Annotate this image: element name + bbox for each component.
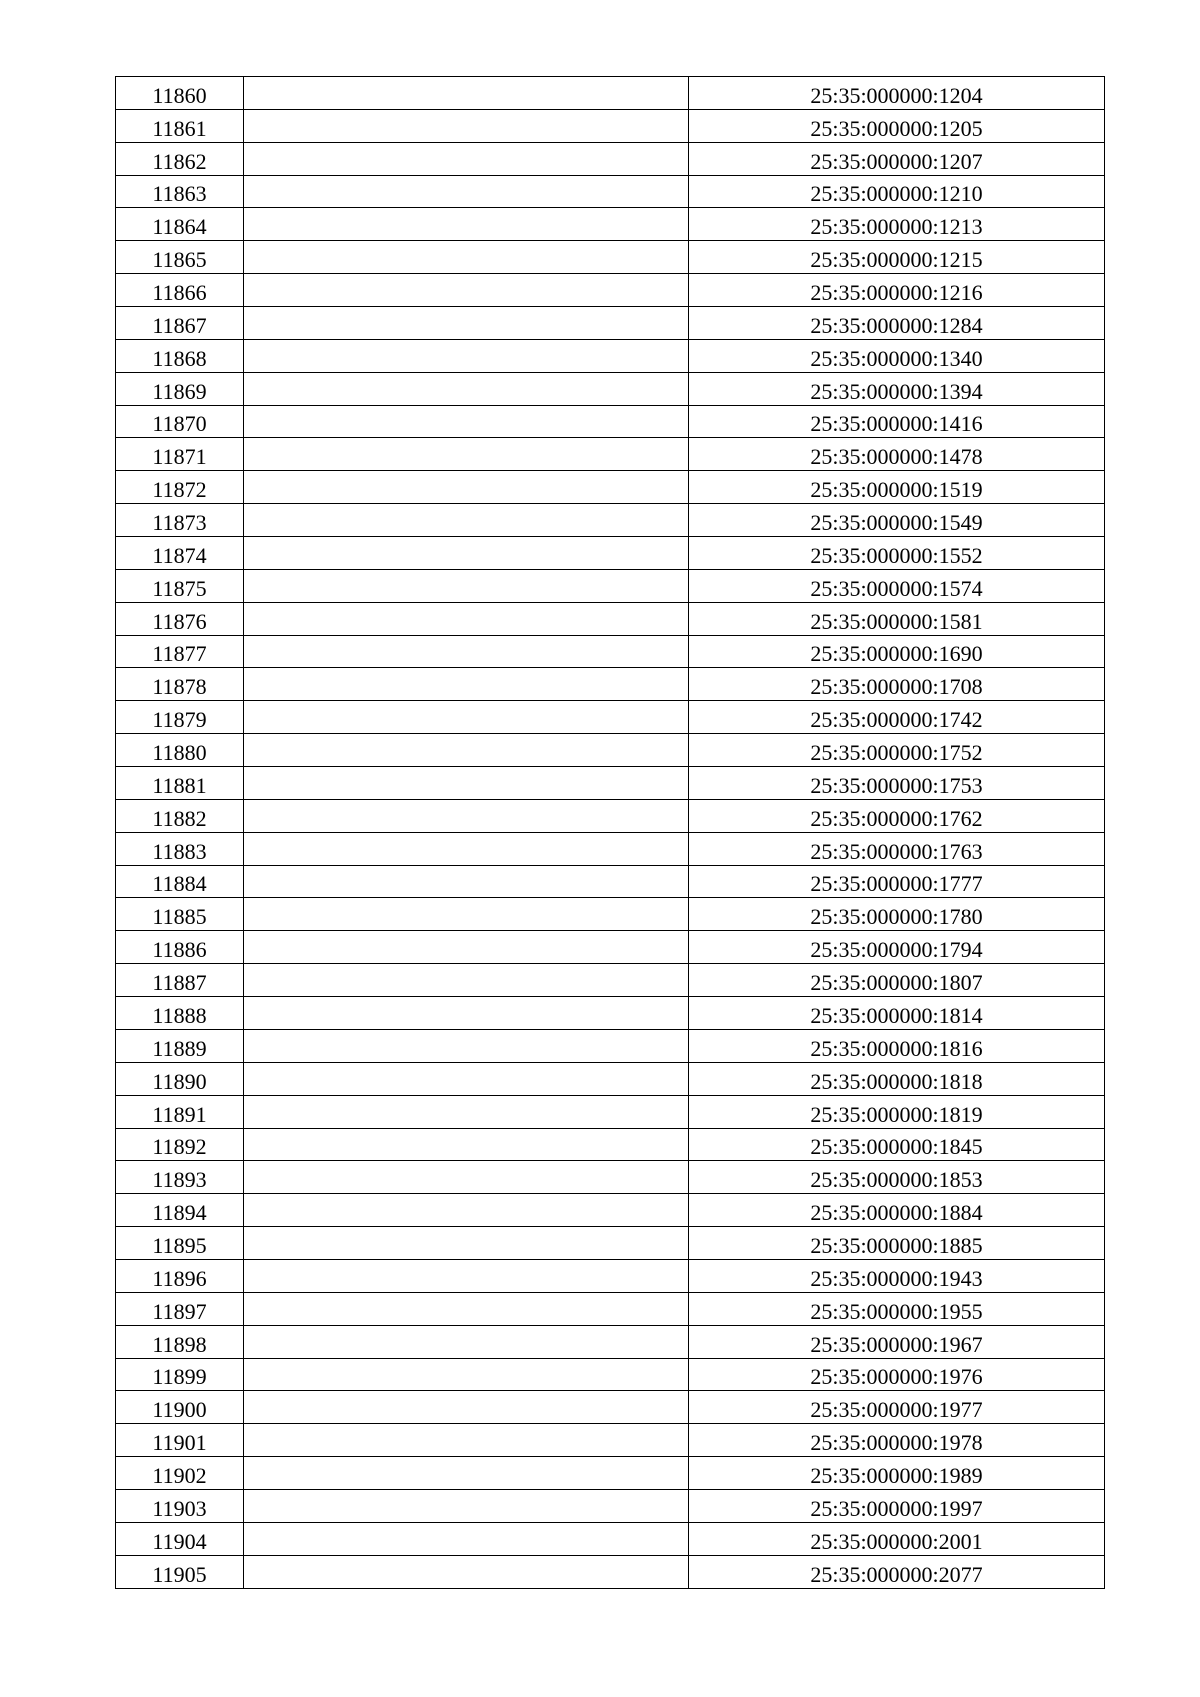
description-cell xyxy=(244,208,689,241)
cadastral-number: 25:35:000000:1210 xyxy=(810,181,983,207)
description-cell xyxy=(244,1292,689,1325)
cadastral-number: 25:35:000000:1519 xyxy=(810,477,983,503)
description-cell xyxy=(244,438,689,471)
description-cell xyxy=(244,1161,689,1194)
row-number: 11863 xyxy=(152,181,207,207)
row-number-cell xyxy=(116,964,244,997)
row-number-cell xyxy=(116,77,244,110)
row-number: 11890 xyxy=(152,1068,207,1094)
description-cell xyxy=(244,307,689,340)
row-number: 11905 xyxy=(152,1561,207,1587)
row-number-cell xyxy=(116,832,244,865)
row-number: 11870 xyxy=(152,411,207,437)
registry-table-body xyxy=(116,77,1105,1589)
registry-table xyxy=(115,76,1105,1589)
row-number: 11903 xyxy=(152,1495,207,1521)
description-cell xyxy=(244,1489,689,1522)
cadastral-number-cell xyxy=(689,799,1105,832)
description-cell xyxy=(244,1128,689,1161)
table-row xyxy=(116,438,1105,471)
cadastral-number-cell xyxy=(689,372,1105,405)
description-cell xyxy=(244,1457,689,1490)
cadastral-number: 25:35:000000:1552 xyxy=(810,542,983,568)
row-number: 11867 xyxy=(152,312,207,338)
cadastral-number-cell xyxy=(689,1555,1105,1588)
table-row xyxy=(116,142,1105,175)
row-number: 11892 xyxy=(152,1134,207,1160)
row-number-cell xyxy=(116,1062,244,1095)
table-row xyxy=(116,1325,1105,1358)
cadastral-number-cell xyxy=(689,832,1105,865)
table-row xyxy=(116,372,1105,405)
description-cell xyxy=(244,471,689,504)
row-number: 11904 xyxy=(152,1528,207,1554)
cadastral-number-cell xyxy=(689,1489,1105,1522)
row-number: 11866 xyxy=(152,280,207,306)
description-cell xyxy=(244,339,689,372)
cadastral-number-cell xyxy=(689,1259,1105,1292)
row-number-cell xyxy=(116,339,244,372)
row-number-cell xyxy=(116,1161,244,1194)
cadastral-number: 25:35:000000:1967 xyxy=(810,1331,983,1357)
description-cell xyxy=(244,734,689,767)
table-row xyxy=(116,767,1105,800)
row-number-cell xyxy=(116,372,244,405)
cadastral-number-cell xyxy=(689,307,1105,340)
description-cell xyxy=(244,537,689,570)
cadastral-number: 25:35:000000:1574 xyxy=(810,575,983,601)
row-number: 11883 xyxy=(152,838,207,864)
cadastral-number: 25:35:000000:1978 xyxy=(810,1430,983,1456)
cadastral-number-cell xyxy=(689,1325,1105,1358)
row-number: 11865 xyxy=(152,247,207,273)
cadastral-number-cell xyxy=(689,1128,1105,1161)
table-row xyxy=(116,1424,1105,1457)
row-number: 11896 xyxy=(152,1265,207,1291)
table-row xyxy=(116,1358,1105,1391)
row-number: 11881 xyxy=(152,772,207,798)
description-cell xyxy=(244,1424,689,1457)
table-row xyxy=(116,931,1105,964)
cadastral-number-cell xyxy=(689,1292,1105,1325)
table-row xyxy=(116,1391,1105,1424)
cadastral-number: 25:35:000000:1816 xyxy=(810,1035,983,1061)
description-cell xyxy=(244,767,689,800)
cadastral-number: 25:35:000000:1955 xyxy=(810,1298,983,1324)
row-number-cell xyxy=(116,898,244,931)
row-number: 11889 xyxy=(152,1035,207,1061)
row-number: 11864 xyxy=(152,214,207,240)
cadastral-number-cell xyxy=(689,1095,1105,1128)
description-cell xyxy=(244,142,689,175)
cadastral-number-cell xyxy=(689,1194,1105,1227)
description-cell xyxy=(244,1095,689,1128)
row-number-cell xyxy=(116,701,244,734)
cadastral-number: 25:35:000000:1762 xyxy=(810,805,983,831)
table-row xyxy=(116,668,1105,701)
table-row xyxy=(116,602,1105,635)
table-row xyxy=(116,734,1105,767)
row-number: 11900 xyxy=(152,1397,207,1423)
row-number-cell xyxy=(116,504,244,537)
row-number-cell xyxy=(116,438,244,471)
cadastral-number-cell xyxy=(689,734,1105,767)
row-number-cell xyxy=(116,109,244,142)
cadastral-number: 25:35:000000:1989 xyxy=(810,1462,983,1488)
cadastral-number-cell xyxy=(689,339,1105,372)
table-row xyxy=(116,832,1105,865)
cadastral-number: 25:35:000000:1997 xyxy=(810,1495,983,1521)
cadastral-number: 25:35:000000:1581 xyxy=(810,608,983,634)
description-cell xyxy=(244,1325,689,1358)
row-number: 11901 xyxy=(152,1430,207,1456)
cadastral-number-cell xyxy=(689,1457,1105,1490)
row-number-cell xyxy=(116,734,244,767)
cadastral-number: 25:35:000000:1207 xyxy=(810,148,983,174)
row-number-cell xyxy=(116,602,244,635)
row-number-cell xyxy=(116,1522,244,1555)
row-number: 11876 xyxy=(152,608,207,634)
row-number-cell xyxy=(116,175,244,208)
row-number-cell xyxy=(116,1095,244,1128)
table-row xyxy=(116,898,1105,931)
table-row xyxy=(116,964,1105,997)
table-row xyxy=(116,241,1105,274)
row-number-cell xyxy=(116,1194,244,1227)
row-number: 11891 xyxy=(152,1101,207,1127)
row-number-cell xyxy=(116,668,244,701)
cadastral-number: 25:35:000000:1853 xyxy=(810,1167,983,1193)
description-cell xyxy=(244,701,689,734)
description-cell xyxy=(244,569,689,602)
cadastral-number: 25:35:000000:1807 xyxy=(810,970,983,996)
cadastral-number-cell xyxy=(689,77,1105,110)
cadastral-number: 25:35:000000:1818 xyxy=(810,1068,983,1094)
description-cell xyxy=(244,109,689,142)
table-row xyxy=(116,865,1105,898)
cadastral-number: 25:35:000000:1549 xyxy=(810,510,983,536)
table-row xyxy=(116,1161,1105,1194)
cadastral-number-cell xyxy=(689,767,1105,800)
cadastral-number-cell xyxy=(689,931,1105,964)
row-number: 11874 xyxy=(152,542,207,568)
row-number: 11873 xyxy=(152,510,207,536)
cadastral-number-cell xyxy=(689,701,1105,734)
cadastral-number: 25:35:000000:1742 xyxy=(810,707,983,733)
description-cell xyxy=(244,1358,689,1391)
table-row xyxy=(116,109,1105,142)
row-number-cell xyxy=(116,405,244,438)
cadastral-number-cell xyxy=(689,602,1105,635)
table-row xyxy=(116,1259,1105,1292)
row-number: 11887 xyxy=(152,970,207,996)
description-cell xyxy=(244,241,689,274)
row-number: 11902 xyxy=(152,1462,207,1488)
description-cell xyxy=(244,77,689,110)
description-cell xyxy=(244,1391,689,1424)
table-row xyxy=(116,405,1105,438)
description-cell xyxy=(244,799,689,832)
row-number-cell xyxy=(116,1259,244,1292)
cadastral-number: 25:35:000000:1884 xyxy=(810,1200,983,1226)
cadastral-number-cell xyxy=(689,471,1105,504)
cadastral-number-cell xyxy=(689,1029,1105,1062)
row-number-cell xyxy=(116,307,244,340)
row-number-cell xyxy=(116,569,244,602)
row-number: 11885 xyxy=(152,904,207,930)
cadastral-number: 25:35:000000:2001 xyxy=(810,1528,983,1554)
cadastral-number: 25:35:000000:1976 xyxy=(810,1364,983,1390)
row-number-cell xyxy=(116,1489,244,1522)
table-row xyxy=(116,1194,1105,1227)
row-number: 11880 xyxy=(152,740,207,766)
row-number-cell xyxy=(116,241,244,274)
table-row xyxy=(116,175,1105,208)
row-number: 11875 xyxy=(152,575,207,601)
description-cell xyxy=(244,372,689,405)
cadastral-number-cell xyxy=(689,865,1105,898)
cadastral-number: 25:35:000000:1943 xyxy=(810,1265,983,1291)
description-cell xyxy=(244,602,689,635)
row-number: 11868 xyxy=(152,345,207,371)
row-number-cell xyxy=(116,208,244,241)
cadastral-number: 25:35:000000:1780 xyxy=(810,904,983,930)
cadastral-number-cell xyxy=(689,208,1105,241)
table-row xyxy=(116,77,1105,110)
description-cell xyxy=(244,405,689,438)
table-row xyxy=(116,635,1105,668)
table-row xyxy=(116,208,1105,241)
table-row xyxy=(116,701,1105,734)
row-number: 11877 xyxy=(152,641,207,667)
cadastral-number-cell xyxy=(689,1424,1105,1457)
table-row xyxy=(116,1227,1105,1260)
cadastral-number: 25:35:000000:1204 xyxy=(810,82,983,108)
cadastral-number-cell xyxy=(689,635,1105,668)
row-number-cell xyxy=(116,1128,244,1161)
cadastral-number: 25:35:000000:1708 xyxy=(810,674,983,700)
cadastral-number-cell xyxy=(689,1062,1105,1095)
row-number-cell xyxy=(116,865,244,898)
description-cell xyxy=(244,1555,689,1588)
cadastral-number-cell xyxy=(689,997,1105,1030)
cadastral-number: 25:35:000000:1216 xyxy=(810,280,983,306)
cadastral-number-cell xyxy=(689,142,1105,175)
cadastral-number-cell xyxy=(689,241,1105,274)
table-row xyxy=(116,1522,1105,1555)
cadastral-number-cell xyxy=(689,1391,1105,1424)
row-number-cell xyxy=(116,1424,244,1457)
row-number: 11879 xyxy=(152,707,207,733)
description-cell xyxy=(244,1062,689,1095)
table-row xyxy=(116,1128,1105,1161)
cadastral-number-cell xyxy=(689,1227,1105,1260)
table-row xyxy=(116,1062,1105,1095)
description-cell xyxy=(244,668,689,701)
cadastral-number-cell xyxy=(689,964,1105,997)
row-number-cell xyxy=(116,1227,244,1260)
cadastral-number: 25:35:000000:1753 xyxy=(810,772,983,798)
row-number-cell xyxy=(116,1457,244,1490)
description-cell xyxy=(244,504,689,537)
cadastral-number: 25:35:000000:1977 xyxy=(810,1397,983,1423)
row-number: 11878 xyxy=(152,674,207,700)
description-cell xyxy=(244,1029,689,1062)
row-number: 11860 xyxy=(152,82,207,108)
cadastral-number: 25:35:000000:1478 xyxy=(810,444,983,470)
row-number: 11869 xyxy=(152,378,207,404)
cadastral-number: 25:35:000000:1215 xyxy=(810,247,983,273)
cadastral-number: 25:35:000000:1845 xyxy=(810,1134,983,1160)
cadastral-number-cell xyxy=(689,1161,1105,1194)
cadastral-number-cell xyxy=(689,504,1105,537)
cadastral-number-cell xyxy=(689,569,1105,602)
table-row xyxy=(116,1029,1105,1062)
cadastral-number: 25:35:000000:1752 xyxy=(810,740,983,766)
table-row xyxy=(116,1457,1105,1490)
row-number: 11898 xyxy=(152,1331,207,1357)
row-number: 11872 xyxy=(152,477,207,503)
cadastral-number: 25:35:000000:1794 xyxy=(810,937,983,963)
cadastral-number: 25:35:000000:1814 xyxy=(810,1002,983,1028)
row-number-cell xyxy=(116,537,244,570)
table-row xyxy=(116,1292,1105,1325)
row-number-cell xyxy=(116,1325,244,1358)
row-number-cell xyxy=(116,1555,244,1588)
description-cell xyxy=(244,175,689,208)
cadastral-number-cell xyxy=(689,405,1105,438)
row-number: 11897 xyxy=(152,1298,207,1324)
cadastral-number: 25:35:000000:1819 xyxy=(810,1101,983,1127)
cadastral-number: 25:35:000000:1777 xyxy=(810,871,983,897)
description-cell xyxy=(244,635,689,668)
row-number: 11886 xyxy=(152,937,207,963)
cadastral-number: 25:35:000000:1284 xyxy=(810,312,983,338)
table-row xyxy=(116,537,1105,570)
cadastral-number: 25:35:000000:1885 xyxy=(810,1232,983,1258)
row-number-cell xyxy=(116,471,244,504)
cadastral-number-cell xyxy=(689,438,1105,471)
row-number: 11882 xyxy=(152,805,207,831)
row-number: 11895 xyxy=(152,1232,207,1258)
row-number: 11899 xyxy=(152,1364,207,1390)
cadastral-number-cell xyxy=(689,668,1105,701)
cadastral-number: 25:35:000000:2077 xyxy=(810,1561,983,1587)
table-row xyxy=(116,504,1105,537)
row-number: 11894 xyxy=(152,1200,207,1226)
description-cell xyxy=(244,274,689,307)
description-cell xyxy=(244,931,689,964)
table-row xyxy=(116,339,1105,372)
cadastral-number: 25:35:000000:1340 xyxy=(810,345,983,371)
row-number: 11884 xyxy=(152,871,207,897)
row-number: 11861 xyxy=(152,115,207,141)
cadastral-number-cell xyxy=(689,1522,1105,1555)
row-number: 11888 xyxy=(152,1002,207,1028)
description-cell xyxy=(244,898,689,931)
row-number-cell xyxy=(116,1029,244,1062)
table-row xyxy=(116,274,1105,307)
row-number-cell xyxy=(116,997,244,1030)
description-cell xyxy=(244,997,689,1030)
row-number-cell xyxy=(116,635,244,668)
table-row xyxy=(116,1489,1105,1522)
table-row xyxy=(116,569,1105,602)
cadastral-number: 25:35:000000:1213 xyxy=(810,214,983,240)
cadastral-number-cell xyxy=(689,537,1105,570)
description-cell xyxy=(244,865,689,898)
row-number-cell xyxy=(116,931,244,964)
description-cell xyxy=(244,832,689,865)
description-cell xyxy=(244,1259,689,1292)
cadastral-number: 25:35:000000:1205 xyxy=(810,115,983,141)
table-row xyxy=(116,471,1105,504)
cadastral-number: 25:35:000000:1394 xyxy=(810,378,983,404)
cadastral-number-cell xyxy=(689,109,1105,142)
cadastral-number-cell xyxy=(689,274,1105,307)
description-cell xyxy=(244,964,689,997)
cadastral-number-cell xyxy=(689,175,1105,208)
row-number-cell xyxy=(116,1358,244,1391)
description-cell xyxy=(244,1522,689,1555)
row-number-cell xyxy=(116,799,244,832)
description-cell xyxy=(244,1227,689,1260)
cadastral-number: 25:35:000000:1690 xyxy=(810,641,983,667)
table-row xyxy=(116,1095,1105,1128)
row-number: 11871 xyxy=(152,444,207,470)
row-number-cell xyxy=(116,274,244,307)
row-number-cell xyxy=(116,142,244,175)
row-number: 11862 xyxy=(152,148,207,174)
table-row xyxy=(116,307,1105,340)
cadastral-number-cell xyxy=(689,898,1105,931)
cadastral-number: 25:35:000000:1416 xyxy=(810,411,983,437)
table-row xyxy=(116,997,1105,1030)
table-row xyxy=(116,1555,1105,1588)
row-number-cell xyxy=(116,1292,244,1325)
row-number-cell xyxy=(116,1391,244,1424)
cadastral-number-cell xyxy=(689,1358,1105,1391)
description-cell xyxy=(244,1194,689,1227)
table-row xyxy=(116,799,1105,832)
row-number-cell xyxy=(116,767,244,800)
row-number: 11893 xyxy=(152,1167,207,1193)
cadastral-number: 25:35:000000:1763 xyxy=(810,838,983,864)
